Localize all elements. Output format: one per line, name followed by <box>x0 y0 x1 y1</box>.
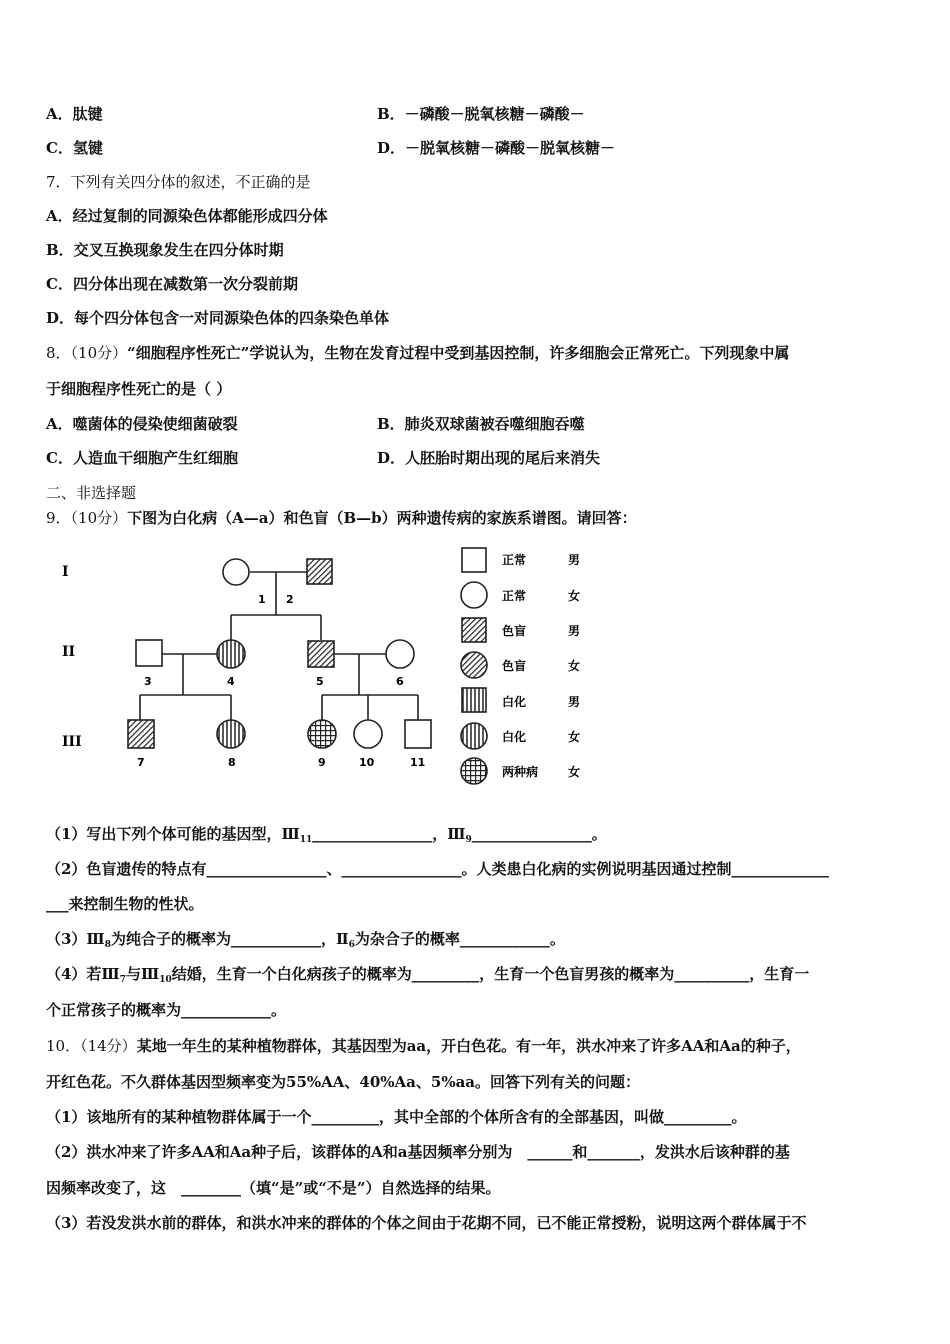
legend-sex: 男 <box>568 624 581 638</box>
q9-part3-text: 为杂合子的概率____________。 <box>354 930 565 948</box>
individual-I1-normal-female <box>223 559 249 585</box>
legend-normal-male-symbol <box>462 548 486 572</box>
q9-part4-text: 与Ⅲ <box>125 965 160 983</box>
individual-II3-normal-male <box>136 640 162 666</box>
q8-points: 8．（10分） <box>46 344 128 362</box>
legend-both-diseases-female-symbol <box>461 758 487 784</box>
individual-number: 6 <box>396 675 404 688</box>
q6-option-d: D．－脱氧核糖－磷酸－脱氧核糖－ <box>377 139 616 157</box>
legend-sex: 男 <box>568 553 581 567</box>
legend-albino-female-symbol <box>461 723 487 749</box>
legend-label: 两种病 <box>502 765 539 779</box>
legend-label: 正常 <box>502 589 527 603</box>
q8-option-a: A．噬菌体的侵染使细菌破裂 <box>46 415 238 433</box>
generation-label-1: I <box>62 564 69 580</box>
subscript: 10 <box>159 975 172 985</box>
q7-stem: 7．下列有关四分体的叙述，不正确的是 <box>46 173 311 191</box>
legend-label: 正常 <box>502 553 527 567</box>
q9-part4-text: （4）若Ⅲ <box>46 965 120 983</box>
legend-sex: 女 <box>568 765 581 779</box>
q10-stem-line1 <box>46 1035 801 1056</box>
individual-number: 2 <box>286 593 294 606</box>
individual-number: 4 <box>227 675 235 688</box>
individual-number: 1 <box>258 593 266 606</box>
q8-stem-text: “细胞程序性死亡”学说认为，生物在发育过程中受到基因控制，许多细胞会正常死亡。下列现象中属 <box>127 344 790 362</box>
q10-points: 10．（14分） <box>46 1037 137 1055</box>
q7-option-d: D．每个四分体包含一对同源染色体的四条染色单体 <box>46 309 390 327</box>
pedigree-legend <box>461 548 580 784</box>
q8-option-c: C．人造血干细胞产生红细胞 <box>46 449 238 467</box>
q10-part3: （3）若没发洪水前的群体，和洪水冲来的群体的个体之间由于花期不同，已不能正常授粉，说明这两个群体属于不 <box>46 1214 807 1232</box>
q9-part1-blank: ________________，Ⅲ <box>312 825 466 843</box>
q7-option-c: C．四分体出现在减数第一次分裂前期 <box>46 275 298 293</box>
legend-colorblind-female-symbol <box>461 652 487 678</box>
generation-label-3: III <box>62 734 82 750</box>
q9-stem-text: 下图为白化病（A—a）和色盲（B—b）两种遗传病的家族系谱图。请回答： <box>127 509 637 527</box>
q9-part3 <box>46 928 565 950</box>
individual-III11-normal-male <box>405 720 431 748</box>
q9-part4-line2: 个正常孩子的概率为____________。 <box>46 1001 287 1019</box>
q9-part1-blank: ________________。 <box>471 825 607 843</box>
individual-number: 7 <box>137 756 145 769</box>
legend-normal-female-symbol <box>461 582 487 608</box>
subscript: 8 <box>104 940 111 950</box>
legend-label: 白化 <box>502 730 527 744</box>
legend-sex: 男 <box>568 695 581 709</box>
q9-part1 <box>46 823 607 845</box>
individual-II4-albino-female <box>217 640 245 668</box>
q8-stem-line1 <box>46 342 789 363</box>
subscript: 6 <box>348 940 355 950</box>
q9-points: 9．（10分） <box>46 509 128 527</box>
q10-stem-text: 某地一年生的某种植物群体，其基因型为aa，开白色花。有一年，洪水冲来了许多AA和Aa的种子， <box>136 1037 801 1055</box>
q7-option-b: B．交叉互换现象发生在四分体时期 <box>46 241 284 259</box>
individual-II6-normal-female <box>386 640 414 668</box>
subscript: 7 <box>119 975 126 985</box>
individual-number: 8 <box>228 756 236 769</box>
q6-option-b: B．－磷酸－脱氧核糖－磷酸－ <box>377 105 585 123</box>
q9-stem <box>46 507 637 528</box>
legend-label: 色盲 <box>502 624 527 638</box>
individual-number: 5 <box>316 675 324 688</box>
legend-albino-male-symbol <box>462 688 486 712</box>
q10-stem-line2: 开红色花。不久群体基因型频率变为55%AA、40%Aa、5%aa。回答下列有关的问题： <box>46 1073 641 1091</box>
q10-part1: （1）该地所有的某种植物群体属于一个_________，其中全部的个体所含有的全部基因，叫做_________。 <box>46 1108 747 1126</box>
q9-part4-text: 结婚，生育一个白化病孩子的概率为_________，生育一个色盲男孩的概率为__________，生育一 <box>171 965 810 983</box>
pedigree-chart <box>50 540 610 810</box>
q9-part1-text: （1）写出下列个体可能的基因型，Ⅲ <box>46 825 300 843</box>
generation-label-2: II <box>62 644 76 660</box>
individual-III8-albino-female <box>217 720 245 748</box>
individual-number: 10 <box>359 756 375 769</box>
q6-option-c: C．氢键 <box>46 139 103 157</box>
legend-sex: 女 <box>568 589 581 603</box>
section-heading: 二、非选择题 <box>46 484 137 502</box>
legend-colorblind-male-symbol <box>462 618 486 642</box>
individual-I2-colorblind-male <box>307 559 332 584</box>
subscript: 11 <box>299 835 313 845</box>
legend-label: 白化 <box>502 695 527 709</box>
individual-number: 3 <box>144 675 152 688</box>
individual-number: 9 <box>318 756 326 769</box>
q9-part3-text: （3）Ⅲ <box>46 930 105 948</box>
individual-III7-colorblind-male <box>128 720 154 748</box>
q6-option-a: A．肽键 <box>46 105 103 123</box>
q8-option-b: B．肺炎双球菌被吞噬细胞吞噬 <box>377 415 585 433</box>
individual-II5-colorblind-male <box>308 641 334 667</box>
q9-part2-line1: （2）色盲遗传的特点有________________、________________。人类患白化病的实例说明基因通过控制_____________ <box>46 860 829 878</box>
q9-part2-line2: ___来控制生物的性状。 <box>46 895 204 913</box>
q10-part2-line1: （2）洪水冲来了许多AA和Aa种子后，该群体的A和a基因频率分别为 ______和_______，发洪水后该种群的基 <box>46 1143 790 1161</box>
q9-part4-line1 <box>46 963 809 985</box>
individual-number: 11 <box>410 756 426 769</box>
q9-part3-text: 为纯合子的概率为____________，Ⅱ <box>110 930 349 948</box>
individual-III9-both-diseases-female <box>308 720 336 748</box>
q7-option-a: A．经过复制的同源染色体都能形成四分体 <box>46 207 328 225</box>
individual-III10-normal-female <box>354 720 382 748</box>
q10-part2-line2: 因频率改变了，这 ________（填“是”或“不是”）自然选择的结果。 <box>46 1179 501 1197</box>
q8-option-d: D．人胚胎时期出现的尾后来消失 <box>377 449 601 467</box>
legend-sex: 女 <box>568 659 581 673</box>
subscript: 9 <box>465 835 472 845</box>
q8-stem-line2: 于细胞程序性死亡的是（ ） <box>46 380 232 398</box>
legend-sex: 女 <box>568 730 581 744</box>
legend-label: 色盲 <box>502 659 527 673</box>
